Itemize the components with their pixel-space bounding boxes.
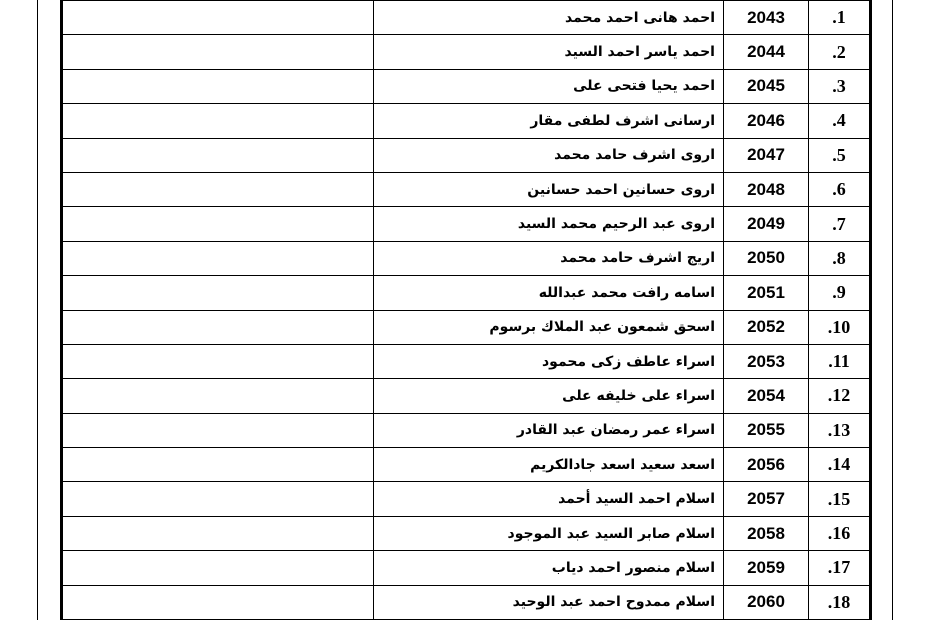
row-number: .6 [809,172,871,206]
student-name: اروى عبد الرحيم محمد السيد [374,207,724,241]
table-row [62,276,871,310]
table-row [62,482,871,516]
student-name: اروى اشرف حامد محمد [374,138,724,172]
student-code: 2058 [724,516,809,550]
student-code: 2051 [724,276,809,310]
empty-cell [62,413,374,447]
student-code: 2049 [724,207,809,241]
student-name: اسعد سعيد اسعد جادالكريم [374,448,724,482]
student-name: اسلام منصور احمد دياب [374,551,724,585]
empty-cell [62,138,374,172]
table-row [62,104,871,138]
empty-cell [62,104,374,138]
row-number: .3 [809,69,871,103]
row-number: .11 [809,344,871,378]
student-code: 2052 [724,310,809,344]
empty-cell [62,276,374,310]
table-row [62,516,871,550]
row-number: .15 [809,482,871,516]
roster-body [62,1,871,620]
row-number: .7 [809,207,871,241]
table-row [62,585,871,619]
row-number: .4 [809,104,871,138]
student-name: اسلام احمد السيد أحمد [374,482,724,516]
student-name: اسلام ممدوح احمد عبد الوحيد [374,585,724,619]
table-row [62,310,871,344]
empty-cell [62,379,374,413]
empty-cell [62,516,374,550]
row-number: .12 [809,379,871,413]
table-row [62,413,871,447]
student-name: اسراء عاطف زكى محمود [374,344,724,378]
student-name: اسلام صابر السيد عبد الموجود [374,516,724,550]
table-row [62,35,871,69]
student-name: اروى حسانين احمد حسانين [374,172,724,206]
row-number: .16 [809,516,871,550]
page-right-edge [892,0,893,620]
student-code: 2045 [724,69,809,103]
page-left-edge [37,0,38,620]
row-number: .2 [809,35,871,69]
empty-cell [62,551,374,585]
table-row [62,207,871,241]
row-number: .18 [809,585,871,619]
student-code: 2057 [724,482,809,516]
row-number: .14 [809,448,871,482]
student-code: 2060 [724,585,809,619]
student-code: 2055 [724,413,809,447]
empty-cell [62,35,374,69]
table-row [62,551,871,585]
student-code: 2056 [724,448,809,482]
empty-cell [62,207,374,241]
student-code: 2050 [724,241,809,275]
row-number: .17 [809,551,871,585]
empty-cell [62,241,374,275]
student-code: 2046 [724,104,809,138]
table-row [62,448,871,482]
student-roster-table [60,0,872,620]
row-number: .13 [809,413,871,447]
student-code: 2043 [724,1,809,35]
student-name: اريج اشرف حامد محمد [374,241,724,275]
table-row [62,172,871,206]
table-row [62,379,871,413]
empty-cell [62,585,374,619]
row-number: .10 [809,310,871,344]
table-row [62,344,871,378]
empty-cell [62,172,374,206]
student-code: 2054 [724,379,809,413]
empty-cell [62,69,374,103]
student-name: احمد هانى احمد محمد [374,1,724,35]
student-name: احمد يحيا فتحى على [374,69,724,103]
table-row [62,69,871,103]
row-number: .8 [809,241,871,275]
table-row [62,138,871,172]
row-number: .5 [809,138,871,172]
student-name: اسراء عمر رمضان عبد القادر [374,413,724,447]
student-code: 2053 [724,344,809,378]
student-code: 2047 [724,138,809,172]
student-name: اسراء على خليفه على [374,379,724,413]
empty-cell [62,482,374,516]
empty-cell [62,344,374,378]
student-name: اسامه رافت محمد عبدالله [374,276,724,310]
row-number: .9 [809,276,871,310]
student-name: ارسانى اشرف لطفى مقار [374,104,724,138]
student-name: احمد ياسر احمد السيد [374,35,724,69]
table-row [62,1,871,35]
empty-cell [62,310,374,344]
table-row [62,241,871,275]
student-code: 2048 [724,172,809,206]
student-code: 2059 [724,551,809,585]
empty-cell [62,448,374,482]
student-code: 2044 [724,35,809,69]
student-name: اسحق شمعون عبد الملاك برسوم [374,310,724,344]
row-number: .1 [809,1,871,35]
empty-cell [62,1,374,35]
